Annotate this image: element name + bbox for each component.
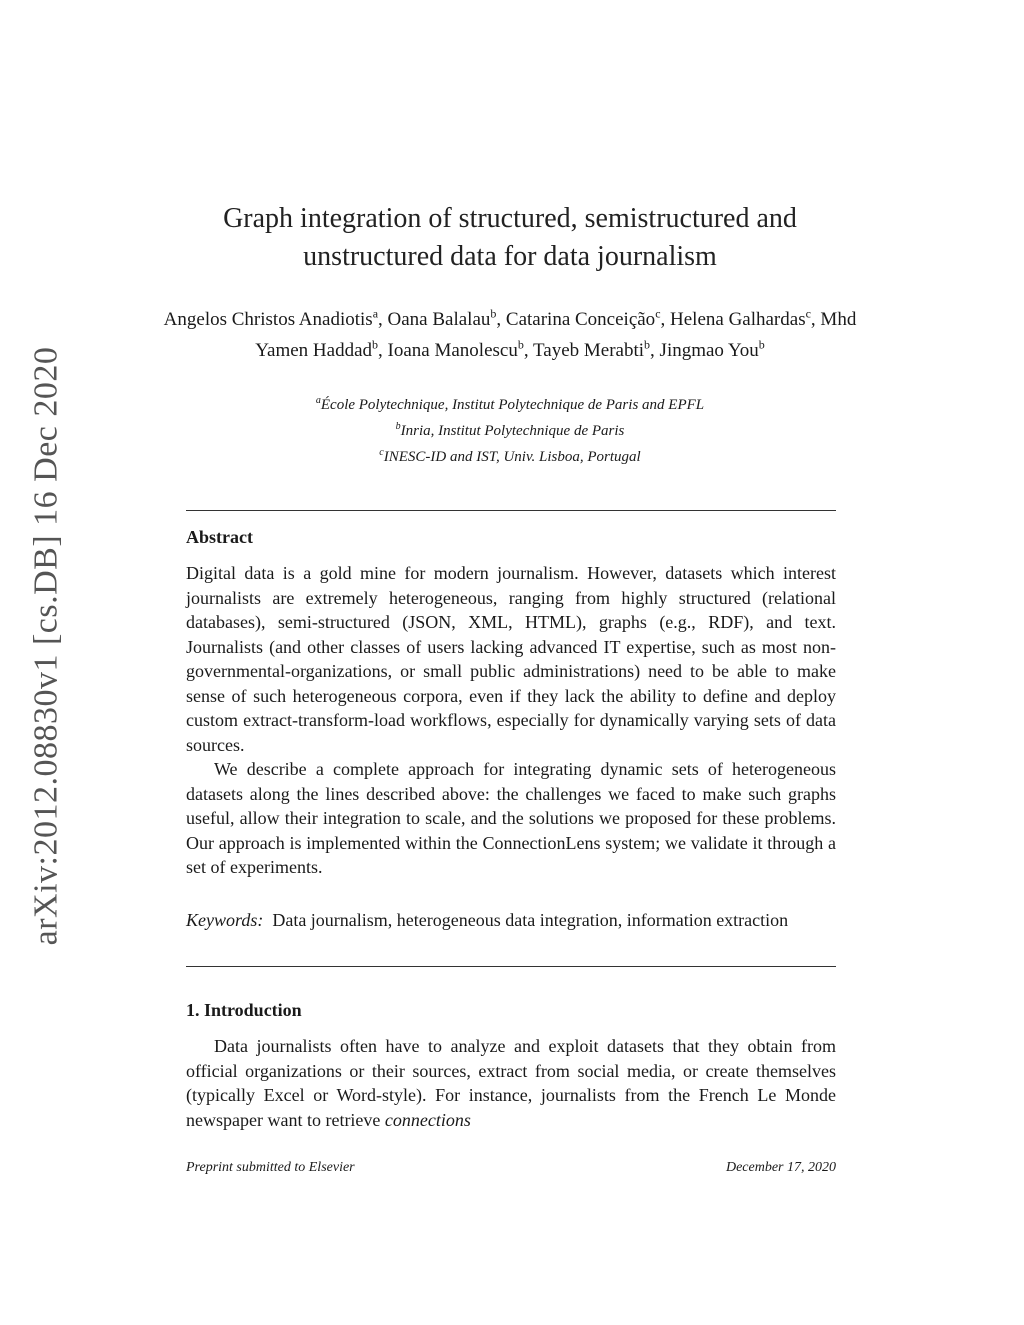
title-line-2: unstructured data for data journalism bbox=[303, 241, 717, 272]
author-separator: , bbox=[378, 339, 388, 361]
author-name: Jingmao You bbox=[659, 339, 759, 361]
arxiv-identifier bbox=[22, 346, 70, 946]
affiliation bbox=[150, 390, 870, 416]
author-affiliation-mark: b bbox=[372, 337, 379, 352]
affiliation-text: Inria, Institut Polytechnique de Paris bbox=[400, 423, 625, 439]
author-separator: , bbox=[496, 309, 506, 331]
affiliation-text: INESC-ID and IST, Univ. Lisboa, Portugal bbox=[383, 449, 641, 465]
author bbox=[670, 309, 820, 330]
footer-preprint-note: Preprint submitted to Elsevier bbox=[186, 1160, 355, 1175]
affiliation-mark: a bbox=[315, 395, 321, 406]
keywords-label: Keywords: bbox=[186, 910, 264, 930]
author-affiliation-mark: b bbox=[644, 337, 651, 352]
introduction-body bbox=[186, 1034, 836, 1132]
affiliation bbox=[150, 442, 870, 468]
author-name: Ioana Manolescu bbox=[387, 339, 518, 361]
author bbox=[533, 337, 660, 361]
top-divider bbox=[186, 510, 836, 511]
arxiv-identifier-text: arXiv:2012.08830v1 [cs.DB] 16 Dec 2020 bbox=[27, 346, 65, 946]
affiliation-list bbox=[150, 390, 870, 468]
author-name: Catarina Conceição bbox=[505, 309, 656, 331]
introduction-emphasis: connections bbox=[384, 1109, 471, 1130]
author-list bbox=[150, 302, 870, 363]
bottom-divider bbox=[186, 966, 836, 967]
abstract-heading: Abstract bbox=[186, 527, 253, 547]
author-affiliation-mark: c bbox=[655, 307, 661, 321]
abstract-paragraph-1: Digital data is a gold mine for modern journalism. However, datasets which interest journalists are extremely heterogeneous, ranging from highly structured (relational databases), semi-structured (JSON, XML, HTML), graphs (e.g., RDF), and text. Journalists (and other classes of users lacking advanced IT expertise, such as most non-governmental-organizations, or small public administrations) need to be able to make sense of such heterogeneous corpora, even if they lack the ability to define and deploy custom extract-transform-load workflows, especially for dynamically varying sets of data sources. bbox=[186, 563, 836, 755]
author-name: Mhd Yamen Haddad bbox=[255, 309, 857, 361]
introduction-text: Data journalists often have to analyze and exploit datasets that they obtain from official organizations or their sources, extract from social media, or create themselves (typically Excel or Word-style). For instance, journalists from the French Le Monde newspaper want to retrieve bbox=[186, 1036, 836, 1130]
author-affiliation-mark: b bbox=[758, 337, 765, 352]
keywords bbox=[186, 908, 836, 932]
affiliation-text: École Polytechnique, Institut Polytechnique de Paris and EPFL bbox=[320, 397, 705, 413]
author-separator: , bbox=[378, 309, 388, 331]
author bbox=[388, 309, 506, 330]
author-affiliation-mark: c bbox=[805, 307, 811, 321]
author bbox=[387, 337, 533, 361]
author-separator: , bbox=[650, 339, 660, 361]
author bbox=[506, 309, 670, 330]
author-separator: , bbox=[660, 309, 671, 331]
paper-title bbox=[150, 200, 870, 276]
abstract-paragraph-2: We describe a complete approach for integrating dynamic sets of heterogeneous datasets along the lines described above: the challenges we faced to make such graphs useful, allow their integration to scale, and the solutions we proposed for these problems. Our approach is implemented within the ConnectionLens system; we validate it through a set of experiments. bbox=[186, 759, 836, 877]
author-name: Helena Galhardas bbox=[670, 309, 806, 331]
introduction-paragraph bbox=[186, 1034, 836, 1132]
title-line-1: Graph integration of structured, semistructured and bbox=[223, 203, 797, 234]
author bbox=[659, 337, 765, 361]
author-affiliation-mark: b bbox=[517, 337, 524, 352]
author-name: Tayeb Merabti bbox=[533, 339, 645, 361]
keywords-text: Data journalism, heterogeneous data integration, information extraction bbox=[272, 910, 789, 930]
affiliation-mark: b bbox=[395, 421, 401, 432]
author bbox=[164, 309, 388, 330]
author-separator: , bbox=[523, 339, 533, 361]
author-separator: , bbox=[810, 309, 821, 331]
affiliation bbox=[150, 416, 870, 442]
introduction-heading: 1. Introduction bbox=[186, 1000, 302, 1020]
author-affiliation-mark: b bbox=[490, 307, 497, 321]
footer-date: December 17, 2020 bbox=[725, 1160, 836, 1175]
author-affiliation-mark: a bbox=[372, 307, 379, 321]
abstract-body bbox=[186, 561, 836, 880]
author-name: Oana Balalau bbox=[387, 309, 491, 331]
author-name: Angelos Christos Anadiotis bbox=[163, 309, 373, 331]
affiliation-mark: c bbox=[379, 447, 384, 458]
